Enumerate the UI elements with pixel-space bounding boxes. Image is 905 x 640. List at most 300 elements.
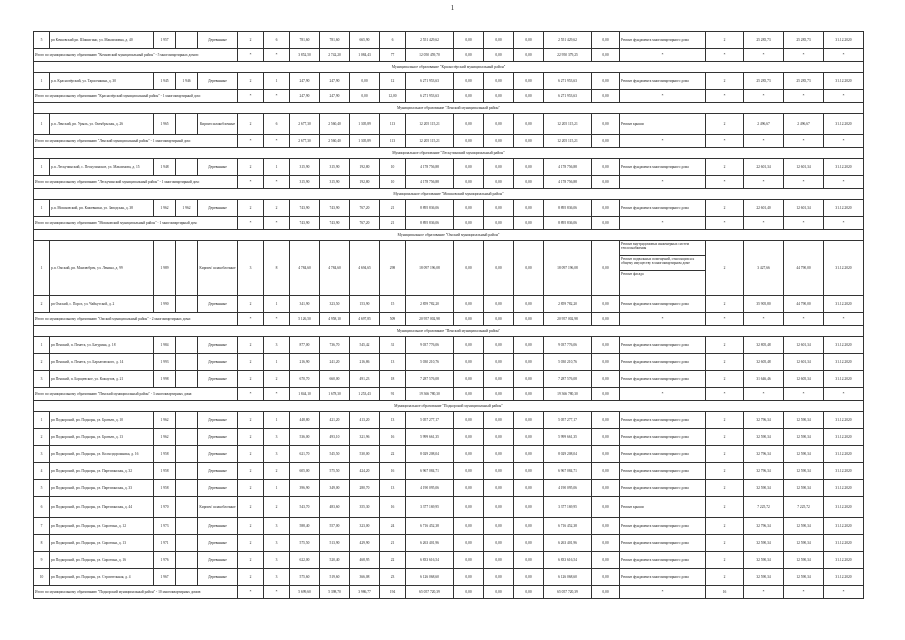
cell-a2: 557,00 bbox=[320, 518, 350, 535]
cell-w: 2 bbox=[706, 497, 744, 518]
subtotal-cell: 1 678,30 bbox=[320, 388, 350, 401]
subtotal-cell: * bbox=[620, 388, 706, 401]
cell-f5: 2 859 782,20 bbox=[544, 296, 592, 313]
table-row bbox=[34, 371, 864, 388]
cell-date: 31.12.2020 bbox=[824, 446, 864, 463]
cell-f5: 7 287 576,08 bbox=[544, 371, 592, 388]
cell-f6: 0,00 bbox=[592, 337, 620, 354]
subtotal-cell: 20 957 002,98 bbox=[544, 313, 592, 326]
cell-res: 31 bbox=[380, 337, 406, 354]
cell-f3: 0,00 bbox=[484, 518, 514, 535]
cell-f5: 6 126 068,60 bbox=[544, 569, 592, 586]
cell-date: 31.12.2020 bbox=[824, 480, 864, 497]
cell-f2: 0,00 bbox=[454, 412, 484, 429]
cell-u1: 32 796,34 bbox=[744, 463, 784, 480]
cell-mat: Кирпич шлакоблочные bbox=[198, 114, 238, 135]
cell-a2: 575,50 bbox=[320, 463, 350, 480]
subtotal-cell: * bbox=[706, 135, 744, 148]
cell-a1: 543,70 bbox=[290, 497, 320, 518]
cell-y2 bbox=[176, 518, 198, 535]
subtotal-cell: * bbox=[238, 135, 264, 148]
cell-cost: 6 833 616,54 bbox=[406, 552, 454, 569]
cell-u1: 35 905,80 bbox=[744, 296, 784, 313]
cell-n: 1 bbox=[34, 412, 50, 429]
cell-y2 bbox=[176, 446, 198, 463]
subtotal-cell: * bbox=[238, 90, 264, 103]
cell-fl: 3 bbox=[238, 241, 264, 296]
table-row bbox=[34, 497, 864, 518]
cell-date: 31.12.2020 bbox=[824, 159, 864, 176]
cell-works: Ремонт фундамента многоквартирного дома bbox=[620, 159, 706, 176]
cell-a2: 545,50 bbox=[320, 446, 350, 463]
cell-a2: 520,40 bbox=[320, 552, 350, 569]
subtotal-cell: 10 bbox=[380, 176, 406, 189]
subtotal-cell: * bbox=[784, 217, 824, 230]
cell-en: 6 bbox=[264, 32, 290, 49]
cell-f3: 0,00 bbox=[484, 73, 514, 90]
cell-a3: 323,00 bbox=[350, 518, 380, 535]
cell-date: 31.12.2020 bbox=[824, 371, 864, 388]
cell-res: 13 bbox=[380, 412, 406, 429]
cell-f4: 0,00 bbox=[514, 518, 544, 535]
subtotal-label: Итого по муниципальному образованию "Пенский муниципальный район" - 3 многоквартирных дома: bbox=[34, 388, 238, 401]
subtotal-cell: * bbox=[620, 135, 706, 148]
cell-date: 31.12.2020 bbox=[824, 354, 864, 371]
subtotal-cell: * bbox=[264, 313, 290, 326]
cell-u2: 12 590,34 bbox=[784, 569, 824, 586]
cell-fl: 2 bbox=[238, 446, 264, 463]
cell-works: Ремонт фундамента многоквартирного дома bbox=[620, 463, 706, 480]
cell-works: Ремонт крыши bbox=[620, 497, 706, 518]
cell-y2 bbox=[176, 241, 198, 296]
cell-f3: 0,00 bbox=[484, 296, 514, 313]
subtotal-cell: 113 bbox=[380, 135, 406, 148]
cell-f5: 6 271 953,63 bbox=[544, 73, 592, 90]
subtotal-cell: 19 366 780,30 bbox=[544, 388, 592, 401]
cell-cost: 6 126 068,60 bbox=[406, 569, 454, 586]
cell-f4: 0,00 bbox=[514, 371, 544, 388]
cell-f5: 4 190 095,06 bbox=[544, 480, 592, 497]
cell-y1: 1 989 bbox=[154, 241, 176, 296]
subtotal-cell: 6 271 953,63 bbox=[544, 90, 592, 103]
municipality-header bbox=[34, 401, 864, 412]
cell-mat: Деревянные bbox=[198, 446, 238, 463]
cell-f5: 5 057 277,17 bbox=[544, 412, 592, 429]
cell-y2: 1 962 bbox=[176, 200, 198, 217]
cell-works: Ремонт фундамента многоквартирного дома bbox=[620, 73, 706, 90]
cell-addr: рп Омский, с. Пороз, ул. Чайкутской, д. 2 bbox=[50, 296, 154, 313]
cell-n: 1 bbox=[34, 114, 50, 135]
cell-u1: 32 796,34 bbox=[744, 412, 784, 429]
cell-f2: 0,00 bbox=[454, 497, 484, 518]
cell-date: 31.12.2020 bbox=[824, 535, 864, 552]
cell-w: 2 bbox=[706, 200, 744, 217]
cell-fl: 2 bbox=[238, 535, 264, 552]
cell-works: Ремонт фундамента многоквартирного дома bbox=[620, 446, 706, 463]
table-row bbox=[34, 114, 864, 135]
cell-f6: 0,00 bbox=[592, 114, 620, 135]
subtotal-cell: * bbox=[620, 313, 706, 326]
subtotal-cell: * bbox=[744, 135, 784, 148]
subtotal-cell: 77 bbox=[380, 49, 406, 62]
cell-n: 2 bbox=[34, 429, 50, 446]
cell-f2: 0,00 bbox=[454, 446, 484, 463]
cell-fl: 2 bbox=[238, 114, 264, 135]
subtotal-cell: 743,90 bbox=[290, 217, 320, 230]
cell-addr: рп Подкорский, рп. Подкоры, ул. Партизанская, д. 44 bbox=[50, 497, 154, 518]
subtotal-cell: * bbox=[824, 176, 864, 189]
cell-u2: 12 601,34 bbox=[784, 159, 824, 176]
subtotal-cell: 0,00 bbox=[484, 313, 514, 326]
subtotal-cell: 247,90 bbox=[320, 90, 350, 103]
municipality-title: Муниципальное образование "Лескучинский муниципальный район" bbox=[34, 148, 864, 159]
cell-cost: 6 271 953,63 bbox=[406, 73, 454, 90]
subtotal-cell: 0,00 bbox=[454, 217, 484, 230]
subtotal-cell: 0,00 bbox=[592, 135, 620, 148]
cell-y1: 1 973 bbox=[154, 518, 176, 535]
subtotal-cell: 3 986,77 bbox=[350, 586, 380, 599]
cell-a1: 536,00 bbox=[290, 429, 320, 446]
cell-a3: 665,90 bbox=[350, 32, 380, 49]
cell-f2: 0,00 bbox=[454, 429, 484, 446]
cell-f5: 9 037 776,06 bbox=[544, 337, 592, 354]
subtotal-cell: 8 895 836,06 bbox=[406, 217, 454, 230]
cell-u1: 25 285,73 bbox=[744, 73, 784, 90]
cell-u1: 32 590,34 bbox=[744, 480, 784, 497]
cell-u2: 44 790,00 bbox=[784, 241, 824, 296]
cell-y2 bbox=[176, 429, 198, 446]
cell-a2: 315,90 bbox=[320, 159, 350, 176]
subtotal-cell: 21 bbox=[380, 217, 406, 230]
subtotal-label: Итого по муниципальному образованию "Ленский муниципальный район" - 1 многоквартирный дом: bbox=[34, 135, 238, 148]
subtotal-row bbox=[34, 586, 864, 599]
cell-f3: 0,00 bbox=[484, 241, 514, 296]
cell-mat: Кирпич/ шлакоблочные bbox=[198, 241, 238, 296]
cell-date: 31.12.2020 bbox=[824, 241, 864, 296]
cell-f2: 0,00 bbox=[454, 569, 484, 586]
subtotal-row bbox=[34, 135, 864, 148]
municipality-header bbox=[34, 62, 864, 73]
cell-cost: 2 859 782,20 bbox=[406, 296, 454, 313]
subtotal-cell: * bbox=[824, 135, 864, 148]
subtotal-cell: 0,00 bbox=[592, 313, 620, 326]
cell-mat: Деревянные bbox=[198, 535, 238, 552]
cell-a2: 493,10 bbox=[320, 429, 350, 446]
subtotal-cell: 315,90 bbox=[320, 176, 350, 189]
cell-date: 31.12.2020 bbox=[824, 518, 864, 535]
cell-mat: Деревянные bbox=[198, 463, 238, 480]
cell-mat: Деревянные bbox=[198, 159, 238, 176]
subtotal-cell: * bbox=[706, 176, 744, 189]
cell-fl: 2 bbox=[238, 497, 264, 518]
cell-cost: 6 967 084,71 bbox=[406, 463, 454, 480]
cell-cost: 18 097 196,08 bbox=[406, 241, 454, 296]
cell-f6: 0,00 bbox=[592, 412, 620, 429]
subtotal-cell: 91 bbox=[380, 388, 406, 401]
cell-u2: 2 496,67 bbox=[784, 114, 824, 135]
subtotal-cell: 5 126,50 bbox=[290, 313, 320, 326]
subtotal-cell: 0,00 bbox=[484, 90, 514, 103]
cell-y2 bbox=[176, 480, 198, 497]
cell-a3: 545,42 bbox=[350, 337, 380, 354]
cell-f3: 0,00 bbox=[484, 159, 514, 176]
cell-w: 2 bbox=[706, 159, 744, 176]
subtotal-cell: 4 178 756,88 bbox=[544, 176, 592, 189]
cell-a2: 483,60 bbox=[320, 497, 350, 518]
subtotal-cell: * bbox=[264, 49, 290, 62]
repair-program-table bbox=[33, 31, 863, 599]
table-row bbox=[34, 354, 864, 371]
cell-y1: 1 958 bbox=[154, 446, 176, 463]
cell-cost: 8 895 836,06 bbox=[406, 200, 454, 217]
cell-u1: 32 796,34 bbox=[744, 518, 784, 535]
cell-fl: 2 bbox=[238, 429, 264, 446]
cell-w: 2 bbox=[706, 518, 744, 535]
cell-u2: 12 590,34 bbox=[784, 463, 824, 480]
subtotal-cell: 0,00 bbox=[484, 176, 514, 189]
cell-u2: 12 590,34 bbox=[784, 535, 824, 552]
cell-f6: 0,00 bbox=[592, 241, 620, 296]
cell-w: 2 bbox=[706, 552, 744, 569]
subtotal-cell: * bbox=[264, 586, 290, 599]
cell-f5: 5 030 210,76 bbox=[544, 354, 592, 371]
subtotal-cell: 0,00 bbox=[514, 313, 544, 326]
cell-f6: 0,00 bbox=[592, 497, 620, 518]
table-row bbox=[34, 480, 864, 497]
cell-a1: 341,90 bbox=[290, 296, 320, 313]
cell-n: 1 bbox=[34, 337, 50, 354]
cell-y1: 1 962 bbox=[154, 429, 176, 446]
cell-a2: 519,60 bbox=[320, 569, 350, 586]
cell-en: 3 bbox=[264, 552, 290, 569]
cell-f6: 0,00 bbox=[592, 296, 620, 313]
cell-f6: 0,00 bbox=[592, 463, 620, 480]
cell-mat: Деревянные bbox=[198, 296, 238, 313]
table-row bbox=[34, 412, 864, 429]
cell-mat: Кирпич/ шлакоблочные bbox=[198, 497, 238, 518]
cell-mat: Деревянные bbox=[198, 569, 238, 586]
cell-f6: 0,00 bbox=[592, 518, 620, 535]
cell-fl: 2 bbox=[238, 354, 264, 371]
cell-res: 16 bbox=[380, 463, 406, 480]
cell-y2 bbox=[176, 32, 198, 49]
cell-y2 bbox=[176, 535, 198, 552]
cell-en: 3 bbox=[264, 569, 290, 586]
subtotal-cell: * bbox=[784, 313, 824, 326]
cell-date: 31.12.2020 bbox=[824, 114, 864, 135]
subtotal-cell: * bbox=[824, 586, 864, 599]
cell-a2: 2 560,40 bbox=[320, 114, 350, 135]
cell-fl: 2 bbox=[238, 296, 264, 313]
cell-res: 113 bbox=[380, 114, 406, 135]
cell-en: 3 bbox=[264, 337, 290, 354]
cell-res: 21 bbox=[380, 200, 406, 217]
cell-f3: 0,00 bbox=[484, 354, 514, 371]
subtotal-cell: * bbox=[620, 586, 706, 599]
cell-f3: 0,00 bbox=[484, 32, 514, 49]
cell-f6: 0,00 bbox=[592, 480, 620, 497]
subtotal-cell: 0,00 bbox=[454, 388, 484, 401]
cell-a2: 660,00 bbox=[320, 371, 350, 388]
subtotal-cell: * bbox=[824, 313, 864, 326]
cell-f6: 0,00 bbox=[592, 32, 620, 49]
cell-en: 1 bbox=[264, 73, 290, 90]
cell-date: 31.12.2020 bbox=[824, 73, 864, 90]
cell-f2: 0,00 bbox=[454, 241, 484, 296]
table-row bbox=[34, 569, 864, 586]
cell-fl: 2 bbox=[238, 159, 264, 176]
subtotal-cell: 0,00 bbox=[514, 90, 544, 103]
cell-works: Ремонт фундамента многоквартирного дома bbox=[620, 412, 706, 429]
subtotal-cell: 0,00 bbox=[514, 176, 544, 189]
cell-f5: 3 377 169,95 bbox=[544, 497, 592, 518]
subtotal-cell: 12 205 115,21 bbox=[544, 135, 592, 148]
table-row bbox=[34, 73, 864, 90]
cell-f3: 0,00 bbox=[484, 114, 514, 135]
cell-f4: 0,00 bbox=[514, 429, 544, 446]
table-row bbox=[34, 296, 864, 313]
cell-u2: 12 590,34 bbox=[784, 412, 824, 429]
subtotal-cell: 0,00 bbox=[592, 176, 620, 189]
cell-addr: рп Подкорский, рп. Подкоры, ул. Партизанская, д. 32 bbox=[50, 463, 154, 480]
cell-a2: 781,60 bbox=[320, 32, 350, 49]
cell-f2: 0,00 bbox=[454, 200, 484, 217]
cell-works: Ремонт крыши bbox=[620, 114, 706, 135]
cell-u2: 25 285,73 bbox=[784, 73, 824, 90]
cell-f4: 0,00 bbox=[514, 337, 544, 354]
cell-en: 2 bbox=[264, 200, 290, 217]
subtotal-cell: 4 178 756,88 bbox=[406, 176, 454, 189]
subtotal-cell: 6 271 953,63 bbox=[406, 90, 454, 103]
cell-a1: 247,90 bbox=[290, 73, 320, 90]
cell-addr: рп Кочковский рп. Шишигино, ул. Максимовна, д. 40 bbox=[50, 32, 154, 49]
cell-a1: 315,90 bbox=[290, 159, 320, 176]
subtotal-cell: * bbox=[238, 313, 264, 326]
subtotal-cell: * bbox=[264, 135, 290, 148]
cell-works: Ремонт фундамента многоквартирного дома bbox=[620, 296, 706, 313]
cell-u2: 12 590,34 bbox=[784, 552, 824, 569]
cell-mat: Деревянные bbox=[198, 354, 238, 371]
cell-en: 3 bbox=[264, 518, 290, 535]
cell-cost: 3 377 169,95 bbox=[406, 497, 454, 518]
cell-n: 6 bbox=[34, 497, 50, 518]
cell-works: Ремонт фундамента многоквартирного дома bbox=[620, 480, 706, 497]
cell-mat: Деревянные bbox=[198, 518, 238, 535]
cell-f4: 0,00 bbox=[514, 200, 544, 217]
cell-f5: 2 551 429,62 bbox=[544, 32, 592, 49]
cell-a3: 424,20 bbox=[350, 463, 380, 480]
subtotal-cell: 12,00 bbox=[380, 90, 406, 103]
cell-addr: рп Подкорский, рп. Подкоры, ул. Партизанская, д. 33 bbox=[50, 480, 154, 497]
cell-a1: 216,90 bbox=[290, 354, 320, 371]
cell-y2 bbox=[176, 159, 198, 176]
subtotal-cell: * bbox=[824, 217, 864, 230]
cell-f6: 0,00 bbox=[592, 552, 620, 569]
cell-f2: 0,00 bbox=[454, 32, 484, 49]
cell-f2: 0,00 bbox=[454, 73, 484, 90]
cell-f5: 5 999 661,35 bbox=[544, 429, 592, 446]
cell-works: Ремонт фундамента многоквартирного дома bbox=[620, 200, 706, 217]
cell-res: 13 bbox=[380, 354, 406, 371]
cell-w: 2 bbox=[706, 354, 744, 371]
cell-f4: 0,00 bbox=[514, 446, 544, 463]
cell-date: 31.12.2020 bbox=[824, 552, 864, 569]
cell-fl: 2 bbox=[238, 412, 264, 429]
cell-y1: 1 945 bbox=[154, 73, 176, 90]
cell-addr: рп Подкорский, рп. Подкоры, ул. Сиротина, д. 16 bbox=[50, 552, 154, 569]
cell-mat: Деревянные bbox=[198, 371, 238, 388]
cell-f4: 0,00 bbox=[514, 296, 544, 313]
cell-y1: 1 962 bbox=[154, 200, 176, 217]
cell-y1: 1 967 bbox=[154, 569, 176, 586]
cell-f4: 0,00 bbox=[514, 114, 544, 135]
cell-f4: 0,00 bbox=[514, 32, 544, 49]
cell-n: 9 bbox=[34, 552, 50, 569]
municipality-title: Муниципальное образование "Пенский муниципальный район" bbox=[34, 326, 864, 337]
subtotal-cell: 4 958,10 bbox=[320, 313, 350, 326]
cell-u2: 12 605,34 bbox=[784, 371, 824, 388]
cell-a2: 241,20 bbox=[320, 354, 350, 371]
subtotal-row bbox=[34, 217, 864, 230]
cell-addr: р.п. Лескучинский, с. Пескучинское, ул. Максимова, д. 15 bbox=[50, 159, 154, 176]
cell-en: 1 bbox=[264, 296, 290, 313]
cell-a2: 743,90 bbox=[320, 200, 350, 217]
cell-n: 10 bbox=[34, 569, 50, 586]
cell-a1: 588,40 bbox=[290, 518, 320, 535]
cell-f2: 0,00 bbox=[454, 371, 484, 388]
cell-f3: 0,00 bbox=[484, 371, 514, 388]
subtotal-cell: 0,00 bbox=[484, 388, 514, 401]
subtotal-cell: * bbox=[706, 90, 744, 103]
subtotal-cell: 743,90 bbox=[320, 217, 350, 230]
table-row bbox=[34, 463, 864, 480]
cell-y2 bbox=[176, 371, 198, 388]
municipality-title: Муниципальное образование "Ленский муниципальный район" bbox=[34, 103, 864, 114]
cell-date: 31.12.2020 bbox=[824, 412, 864, 429]
cell-u2: 12 601,34 bbox=[784, 354, 824, 371]
cell-cost: 6 716 452,38 bbox=[406, 518, 454, 535]
cell-addr: р.п. Ленский, рп. Урыль, ул. Октябрьская, д. 26 bbox=[50, 114, 154, 135]
cell-y1: 1 970 bbox=[154, 497, 176, 518]
cell-res: 298 bbox=[380, 241, 406, 296]
cell-f5: 6 967 084,71 bbox=[544, 463, 592, 480]
cell-u1: 32 590,34 bbox=[744, 429, 784, 446]
subtotal-cell: * bbox=[744, 313, 784, 326]
subtotal-label: Итого по муниципальному образованию "Омский муниципальный район" - 2 многоквартирных дома: bbox=[34, 313, 238, 326]
cell-f2: 0,00 bbox=[454, 535, 484, 552]
cell-mat: Деревянные bbox=[198, 412, 238, 429]
subtotal-cell: 0,00 bbox=[592, 388, 620, 401]
subtotal-cell: 0,00 bbox=[350, 90, 380, 103]
cell-a1: 781,60 bbox=[290, 32, 320, 49]
cell-f2: 0,00 bbox=[454, 518, 484, 535]
subtotal-cell: * bbox=[238, 49, 264, 62]
cell-date: 31.12.2020 bbox=[824, 337, 864, 354]
cell-f3: 0,00 bbox=[484, 463, 514, 480]
cell-y1: 1 962 bbox=[154, 412, 176, 429]
subtotal-cell: 65 057 720,39 bbox=[406, 586, 454, 599]
cell-n: 2 bbox=[34, 296, 50, 313]
cell-u1: 32 605,48 bbox=[744, 354, 784, 371]
subtotal-cell: 12 205 115,21 bbox=[406, 135, 454, 148]
cell-works: Ремонт фундамента многоквартирного дома bbox=[620, 354, 706, 371]
cell-w: 2 bbox=[706, 429, 744, 446]
cell-cost: 4 178 756,88 bbox=[406, 159, 454, 176]
cell-works: Ремонт фундамента многоквартирного дома bbox=[620, 337, 706, 354]
cell-a1: 622,00 bbox=[290, 552, 320, 569]
cell-f3: 0,00 bbox=[484, 446, 514, 463]
cell-f3: 0,00 bbox=[484, 337, 514, 354]
